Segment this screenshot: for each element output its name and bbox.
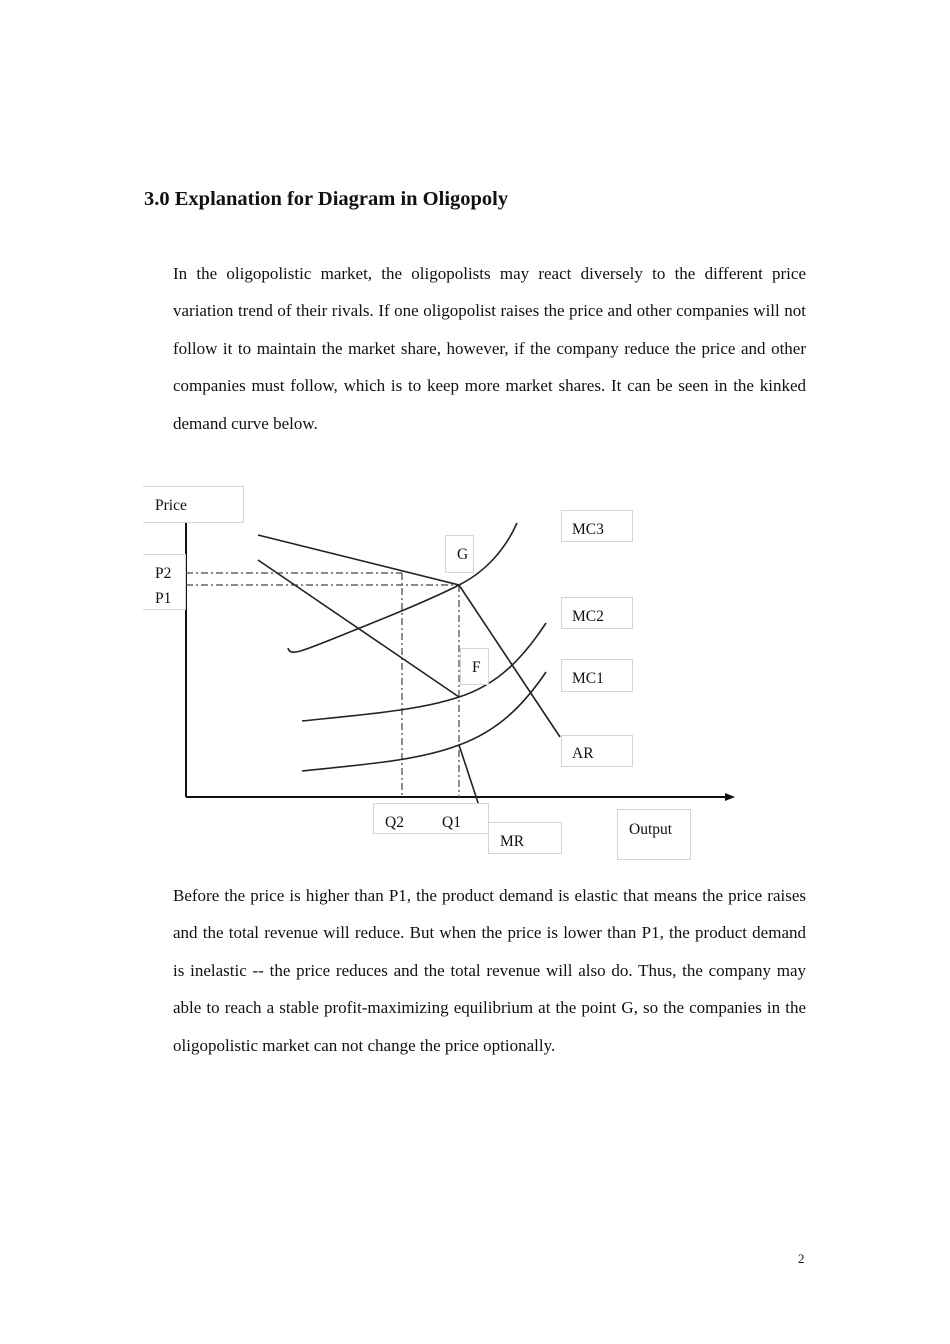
x-axis-label: Output [617, 809, 691, 860]
point-g-label: G [445, 535, 474, 573]
p2-label: P2 [155, 565, 172, 582]
section-heading: 3.0 Explanation for Diagram in Oligopoly [144, 188, 509, 210]
mc2-label: MC2 [561, 597, 633, 629]
mc2-curve [302, 623, 546, 721]
mc1-curve [302, 672, 546, 771]
price-levels-label [143, 554, 186, 610]
page-number: 2 [798, 1251, 805, 1266]
mc3-label: MC3 [561, 510, 633, 542]
q1-label: Q1 [442, 814, 461, 831]
ar-label: AR [561, 735, 633, 767]
mc1-label: MC1 [561, 659, 633, 692]
ar-curve [258, 535, 560, 737]
point-f-label: F [460, 648, 489, 685]
mc3-curve [288, 523, 517, 652]
mr-label: MR [488, 822, 562, 854]
explanation-paragraph: Before the price is higher than P1, the product demand is elastic that means the price raises and the total revenue will reduce. But when the price is lower than P1, the product demand is inelastic -- the price reduces and the total revenue will also do. Thus, the company may able to reach a stable profit-maximizing equilibrium at the point G, so the companies in the oligopolistic market can not change the price optionally. [173, 886, 806, 1055]
p1-label: P1 [155, 590, 172, 607]
quantity-levels-label [373, 803, 489, 834]
intro-paragraph: In the oligopolistic market, the oligopolists may react diversely to the different price variation trend of their rivals. If one oligopolist raises the price and other companies will not follow it to maintain the market share, however, if the company reduce the price and other companies must follow, which is to keep more market shares. It can be seen in the kinked demand curve below. [173, 264, 806, 433]
q2-label: Q2 [385, 814, 404, 831]
y-axis-label: Price [143, 486, 244, 523]
